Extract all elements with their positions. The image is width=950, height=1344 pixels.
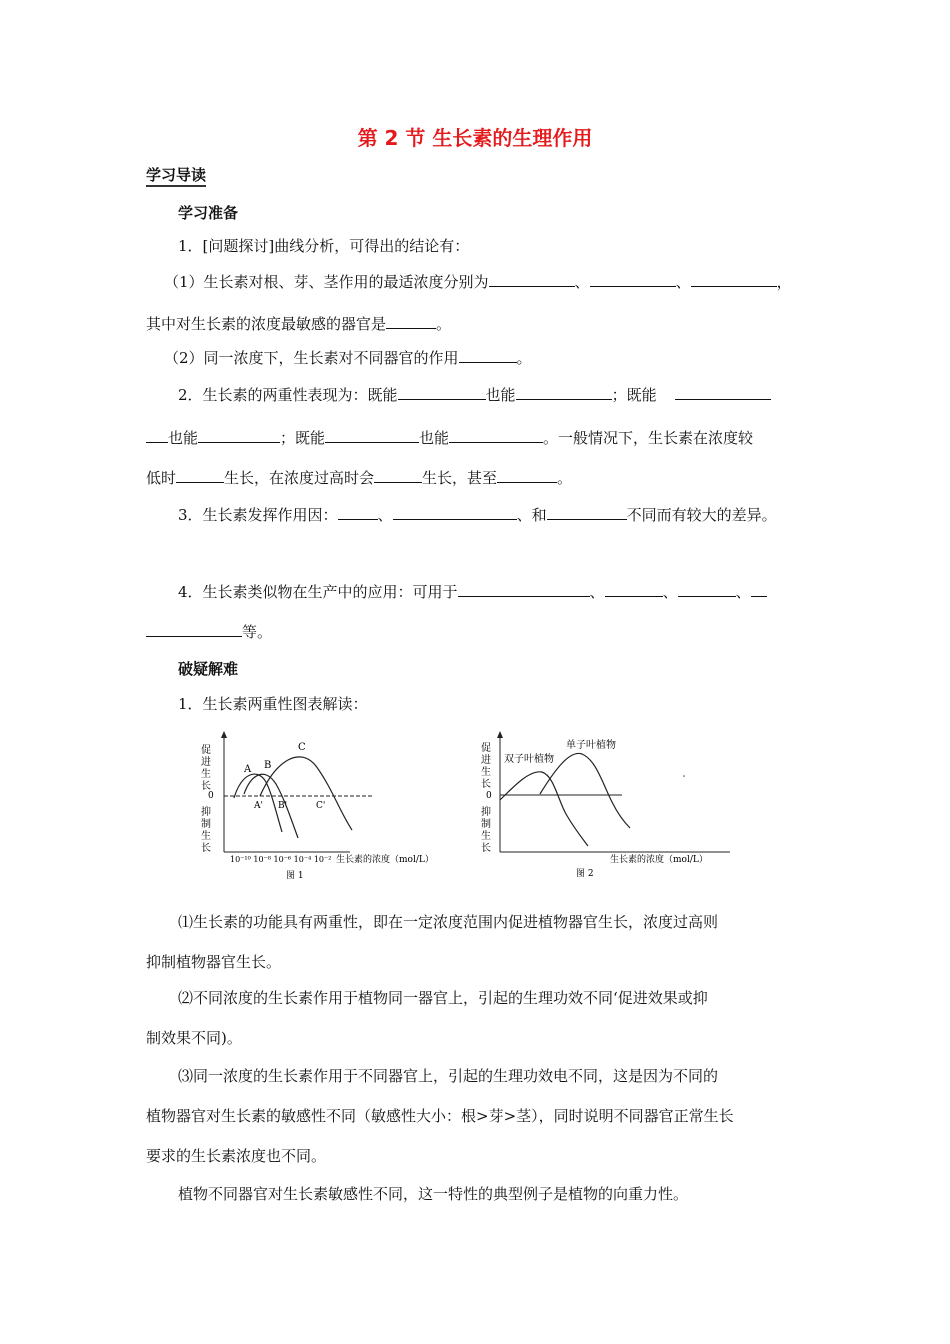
difficulty-1-intro: 1．生长素两重性图表解读： bbox=[178, 695, 368, 713]
fig1-zero-label: 0 bbox=[208, 791, 214, 801]
question-1b: （2）同一浓度下，生长素对不同器官的作用 。 bbox=[164, 349, 532, 367]
question-4-line2: 等。 bbox=[146, 622, 272, 642]
paragraph-1-line1: ⑴生长素的功能具有两重性，即在一定浓度范围内促进植物器官生长，浓度过高则 bbox=[178, 913, 719, 931]
question-2-line2: 也能 ；既能 也能 。一般情况下，生长素在浓度较 bbox=[146, 428, 753, 448]
fig2-speck bbox=[683, 775, 685, 777]
question-2: 2．生长素的两重性表现为：既能 也能 ；既能 bbox=[178, 385, 771, 405]
paragraph-1-line2: 抑制植物器官生长。 bbox=[146, 953, 282, 971]
question-4: 4．生长素类似物在生产中的应用：可用于 、 、 、 bbox=[178, 582, 767, 602]
fig2-label-dicot: 双子叶植物 bbox=[504, 754, 554, 765]
paragraph-3-line3: 要求的生长素浓度也不同。 bbox=[146, 1147, 327, 1165]
blank-field[interactable] bbox=[459, 348, 517, 363]
question-3: 3．生长素发挥作用因： 、 、和 不同而有较大的差异。 bbox=[178, 506, 777, 524]
section-heading-guide: 学习导读 bbox=[146, 164, 206, 187]
blank-field[interactable] bbox=[176, 468, 224, 483]
fig1-cross-label-c: C' bbox=[316, 801, 326, 811]
blank-field[interactable] bbox=[325, 428, 419, 443]
figure-1 bbox=[199, 731, 434, 881]
fig1-y-label-top: 促进生长 bbox=[198, 744, 210, 792]
blank-field[interactable] bbox=[516, 385, 612, 400]
blank-field[interactable] bbox=[590, 272, 676, 287]
figures bbox=[200, 728, 740, 888]
fig2-y-arrow-icon bbox=[497, 731, 503, 738]
fig1-cross-label-a: A' bbox=[254, 801, 263, 811]
fig1-curve-label-c: C bbox=[298, 742, 306, 753]
fig2-x-label: 生长素的浓度（mol/L） bbox=[610, 855, 708, 865]
blank-field[interactable] bbox=[605, 582, 663, 597]
paragraph-2-line1: ⑵不同浓度的生长素作用于植物同一器官上，引起的生理功效不同‘促进效果或抑 bbox=[178, 989, 708, 1007]
blank-field[interactable] bbox=[678, 582, 736, 597]
fig1-y-label-bottom: 抑制生长 bbox=[198, 806, 210, 854]
blank-field[interactable] bbox=[449, 428, 543, 443]
blank-field[interactable] bbox=[547, 505, 627, 520]
fig2-y-label-top: 促进生长 bbox=[478, 742, 490, 790]
fig1-x-label: 生长素的浓度（mol/L） bbox=[336, 855, 434, 865]
blank-field[interactable] bbox=[751, 582, 767, 597]
paragraph-4: 植物不同器官对生长素敏感性不同，这一特性的典型例子是植物的向重力性。 bbox=[178, 1185, 689, 1203]
fig1-curve-label-a: A bbox=[244, 764, 252, 775]
blank-field[interactable] bbox=[458, 582, 590, 597]
fig2-caption: 图 2 bbox=[576, 869, 594, 879]
question-1a: （1）生长素对根、芽、茎作用的最适浓度分别为 、 、 ， bbox=[164, 273, 792, 291]
paragraph-2-line2: 制效果不同)。 bbox=[146, 1029, 242, 1047]
blank-field[interactable] bbox=[198, 428, 280, 443]
fig1-curve-b bbox=[244, 774, 298, 838]
section-heading-difficulty: 破疑解难 bbox=[178, 660, 239, 678]
blank-field[interactable] bbox=[489, 272, 575, 287]
blank-field[interactable] bbox=[146, 622, 242, 637]
blank-field[interactable] bbox=[393, 505, 517, 520]
blank-field[interactable] bbox=[691, 272, 777, 287]
question-2-line3: 低时 生长，在浓度过高时会 生长，甚至 。 bbox=[146, 469, 573, 487]
blank-field[interactable] bbox=[675, 385, 771, 400]
blank-field[interactable] bbox=[386, 314, 436, 329]
fig1-curve-c bbox=[260, 757, 352, 830]
blank-field[interactable] bbox=[146, 428, 168, 443]
fig2-label-monocot: 单子叶植物 bbox=[566, 740, 616, 751]
fig1-y-arrow-icon bbox=[221, 731, 227, 738]
question-1a-cont: 其中对生长素的浓度最敏感的器官是 。 bbox=[146, 315, 452, 333]
blank-field[interactable] bbox=[338, 505, 378, 520]
question-1-intro: 1．[问题探讨]曲线分析，可得出的结论有： bbox=[178, 237, 470, 255]
blank-field[interactable] bbox=[497, 468, 557, 483]
blank-field[interactable] bbox=[374, 468, 422, 483]
blank-field[interactable] bbox=[398, 385, 486, 400]
figure-2 bbox=[479, 731, 731, 879]
fig2-y-label-bottom: 抑制生长 bbox=[478, 806, 490, 854]
fig2-curve-dicot bbox=[500, 772, 588, 846]
fig1-x-ticks: 10⁻¹⁰ 10⁻⁸ 10⁻⁶ 10⁻⁴ 10⁻² bbox=[230, 855, 332, 864]
fig1-caption: 图 1 bbox=[286, 871, 304, 881]
fig2-zero-label: 0 bbox=[486, 791, 492, 801]
section-heading-prep: 学习准备 bbox=[178, 204, 239, 222]
page-title: 第 2 节 生长素的生理作用 bbox=[357, 126, 593, 150]
fig1-curve-label-b: B bbox=[264, 760, 272, 771]
paragraph-3-line1: ⑶同一浓度的生长素作用于不同器官上，引起的生理功效电不同，这是因为不同的 bbox=[178, 1067, 719, 1085]
paragraph-3-line2: 植物器官对生长素的敏感性不同（敏感性大小：根>芽>茎），同时说明不同器官正常生长 bbox=[146, 1107, 734, 1125]
fig1-cross-label-b: B' bbox=[278, 801, 288, 811]
